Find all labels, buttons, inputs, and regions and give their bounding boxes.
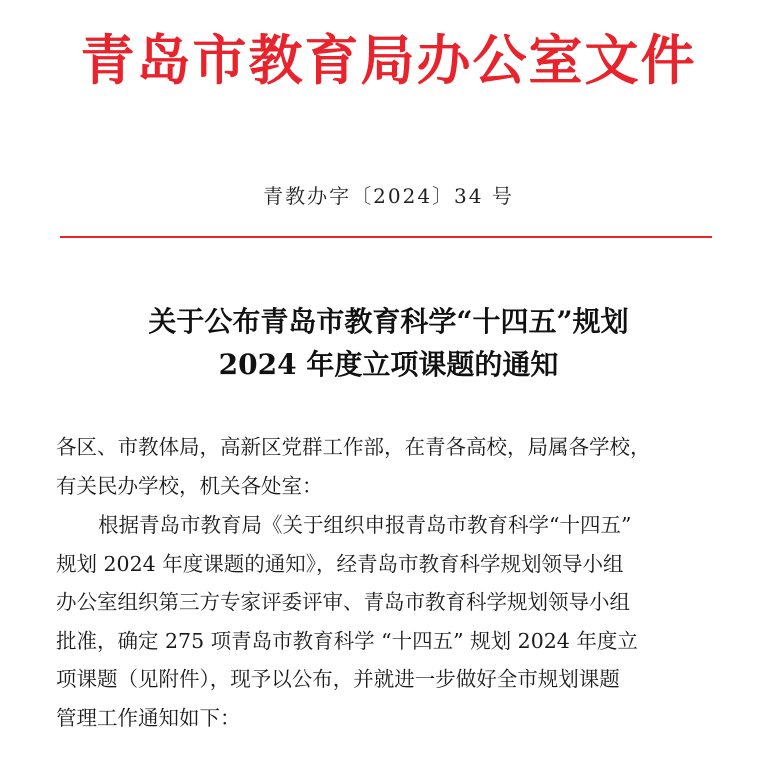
salutation-line-2: 有关民办学校，机关各处室： (56, 473, 323, 498)
paragraph-line: 规划 2024 年度课题的通知》，经青岛市教育科学规划领导小组 (56, 551, 624, 576)
document-number: 青教办字〔2024〕34 号 (263, 184, 514, 208)
salutation (56, 428, 736, 505)
body-paragraph (56, 506, 736, 737)
notice-title-line-1: 关于公布青岛市教育科学“十四五”规划 (148, 305, 629, 338)
paragraph-line: 批准，确定 275 项青岛市教育科学 “十四五” 规划 2024 年度立 (56, 628, 638, 653)
paragraph-line: 管理工作通知如下： (56, 705, 241, 730)
salutation-line-1: 各区、市教体局，高新区党群工作部，在青各高校，局属各学校， (56, 435, 651, 459)
paragraph-line: 项课题（见附件），现予以公布，并就进一步做好全市规划课题 (56, 667, 620, 691)
paragraph-line: 根据青岛市教育局《关于组织申报青岛市教育科学“十四五” (98, 513, 632, 537)
red-divider-line (60, 236, 712, 238)
paragraph-line: 办公室组织第三方专家评委评审、青岛市教育科学规划领导小组 (56, 590, 630, 614)
red-header-title: 青岛市教育局办公室文件 (80, 28, 697, 92)
notice-title-line-2: 2024 年度立项课题的通知 (218, 348, 559, 381)
